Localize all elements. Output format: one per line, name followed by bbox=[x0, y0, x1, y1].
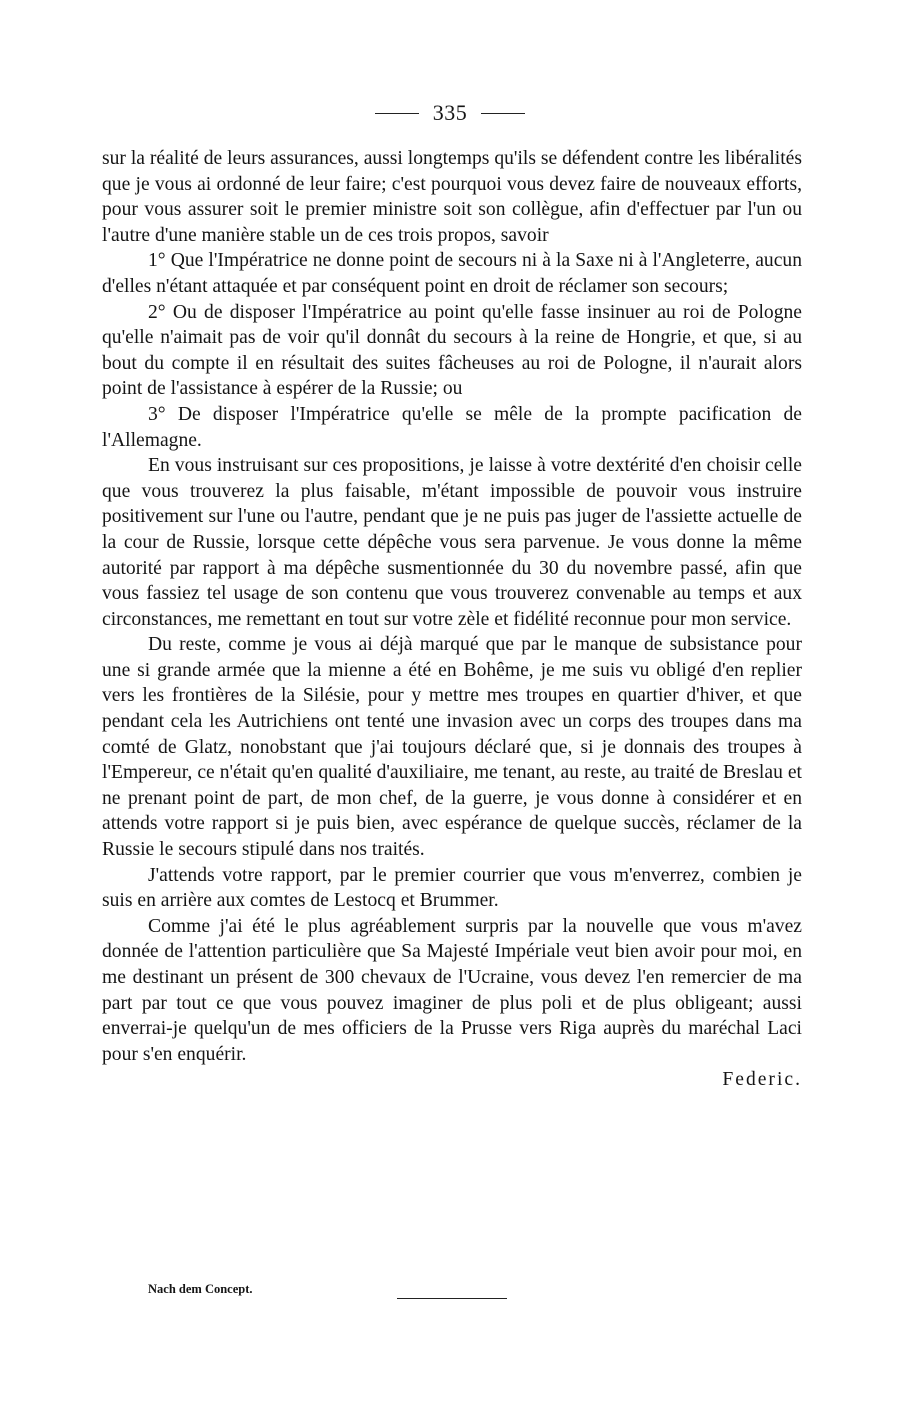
header-dash-right bbox=[481, 113, 525, 114]
final-paragraph-text: Comme j'ai été le plus agréablement surpris par la nouvelle que vous m'avez donnée de l'attention particulière que Sa Majesté Impériale veut bien avoir pour moi, en me destinant un présent de 300 chevaux de l'Ucraine, vous devez l'en remercier de ma part par tout ce que vous pouvez imaginer de plus poli et de plus obligeant; aussi enverrai-je quelqu'un de mes officiers de la Prusse vers Riga auprès du maréchal Laci pour s'en enquérir. bbox=[102, 915, 802, 1065]
paragraph-final bbox=[102, 914, 802, 1091]
source-note: Nach dem Concept. bbox=[148, 1282, 253, 1296]
letter-body bbox=[102, 146, 802, 1093]
paragraph-item-2: 2° Ou de disposer l'Impératrice au point qu'elle fasse insinuer au roi de Pologne qu'elle n'aimait pas de voir qu'il donnât du secours à la reine de Hongrie, et que, si au bout du compte il en résultait des suites fâcheuses au roi de Pologne, il n'aurait alors point de l'assistance à espérer de la Russie; ou bbox=[102, 301, 802, 400]
closing-rule bbox=[397, 1298, 507, 1299]
header-dash-left bbox=[375, 113, 419, 114]
signature: Federic. bbox=[722, 1069, 802, 1091]
page-header bbox=[0, 100, 900, 126]
page-number: 335 bbox=[432, 100, 468, 125]
paragraph-du-reste: Du reste, comme je vous ai déjà marqué que par le manque de subsistance pour une si grande armée que la mienne a été en Bohême, je me suis vu obligé d'en replier vers les frontières de la Silésie, pour y mettre mes troupes en quartier d'hiver, et que pendant cela les Autrichiens ont tenté une invasion avec un corps des troupes dans ma comté de Glatz, nonobstant que j'ai toujours déclaré que, si je donnais des troupes à l'Empereur, ce n'était qu'en qualité d'auxiliaire, me tenant, au reste, au traité de Breslau et ne prenant point de part, de mon chef, de la guerre, je vous donne à considérer et en attends votre rapport si je puis bien, avec espérance de quelque succès, réclamer de la Russie le secours stipulé dans nos traités. bbox=[102, 634, 802, 861]
paragraph-continuation: sur la réalité de leurs assurances, aussi longtemps qu'ils se défendent contre les libéralités que je vous ai ordonné de leur faire; c'est pourquoi vous devez faire de nouveaux efforts, pour vous assurer soit le premier ministre soit son collègue, afin d'effectuer par l'un ou l'autre d'une manière stable un de ces trois propos, savoir bbox=[102, 148, 802, 246]
paragraph-propositions: En vous instruisant sur ces propositions, je laisse à votre dextérité d'en choisir celle que vous trouverez la plus faisable, m'étant impossible de pouvoir vous instruire positivement sur l'une ou l'autre, pendant que je ne puis pas juger de l'assiette actuelle de la cour de Russie, lorsque cette dépêche vous sera parvenue. Je vous donne la même autorité par rapport à ma dépêche susmentionnée du 30 du novembre passé, afin que vous fassiez tel usage de son contenu que vous trouverez convenable au temps et aux circonstances, me remettant en tout sur votre zèle et fidélité reconnue pour mon service. bbox=[102, 455, 802, 630]
paragraph-rapport: J'attends votre rapport, par le premier courrier que vous m'enverrez, combien je suis en arrière aux comtes de Lestocq et Brummer. bbox=[102, 864, 802, 912]
paragraph-item-1: 1° Que l'Impératrice ne donne point de secours ni à la Saxe ni à l'Angleterre, aucun d'elles n'étant attaquée et par conséquent point en droit de réclamer son secours; bbox=[102, 250, 802, 297]
paragraph-item-3: 3° De disposer l'Impératrice qu'elle se mêle de la prompte pacification de l'Allemagne. bbox=[102, 403, 802, 451]
